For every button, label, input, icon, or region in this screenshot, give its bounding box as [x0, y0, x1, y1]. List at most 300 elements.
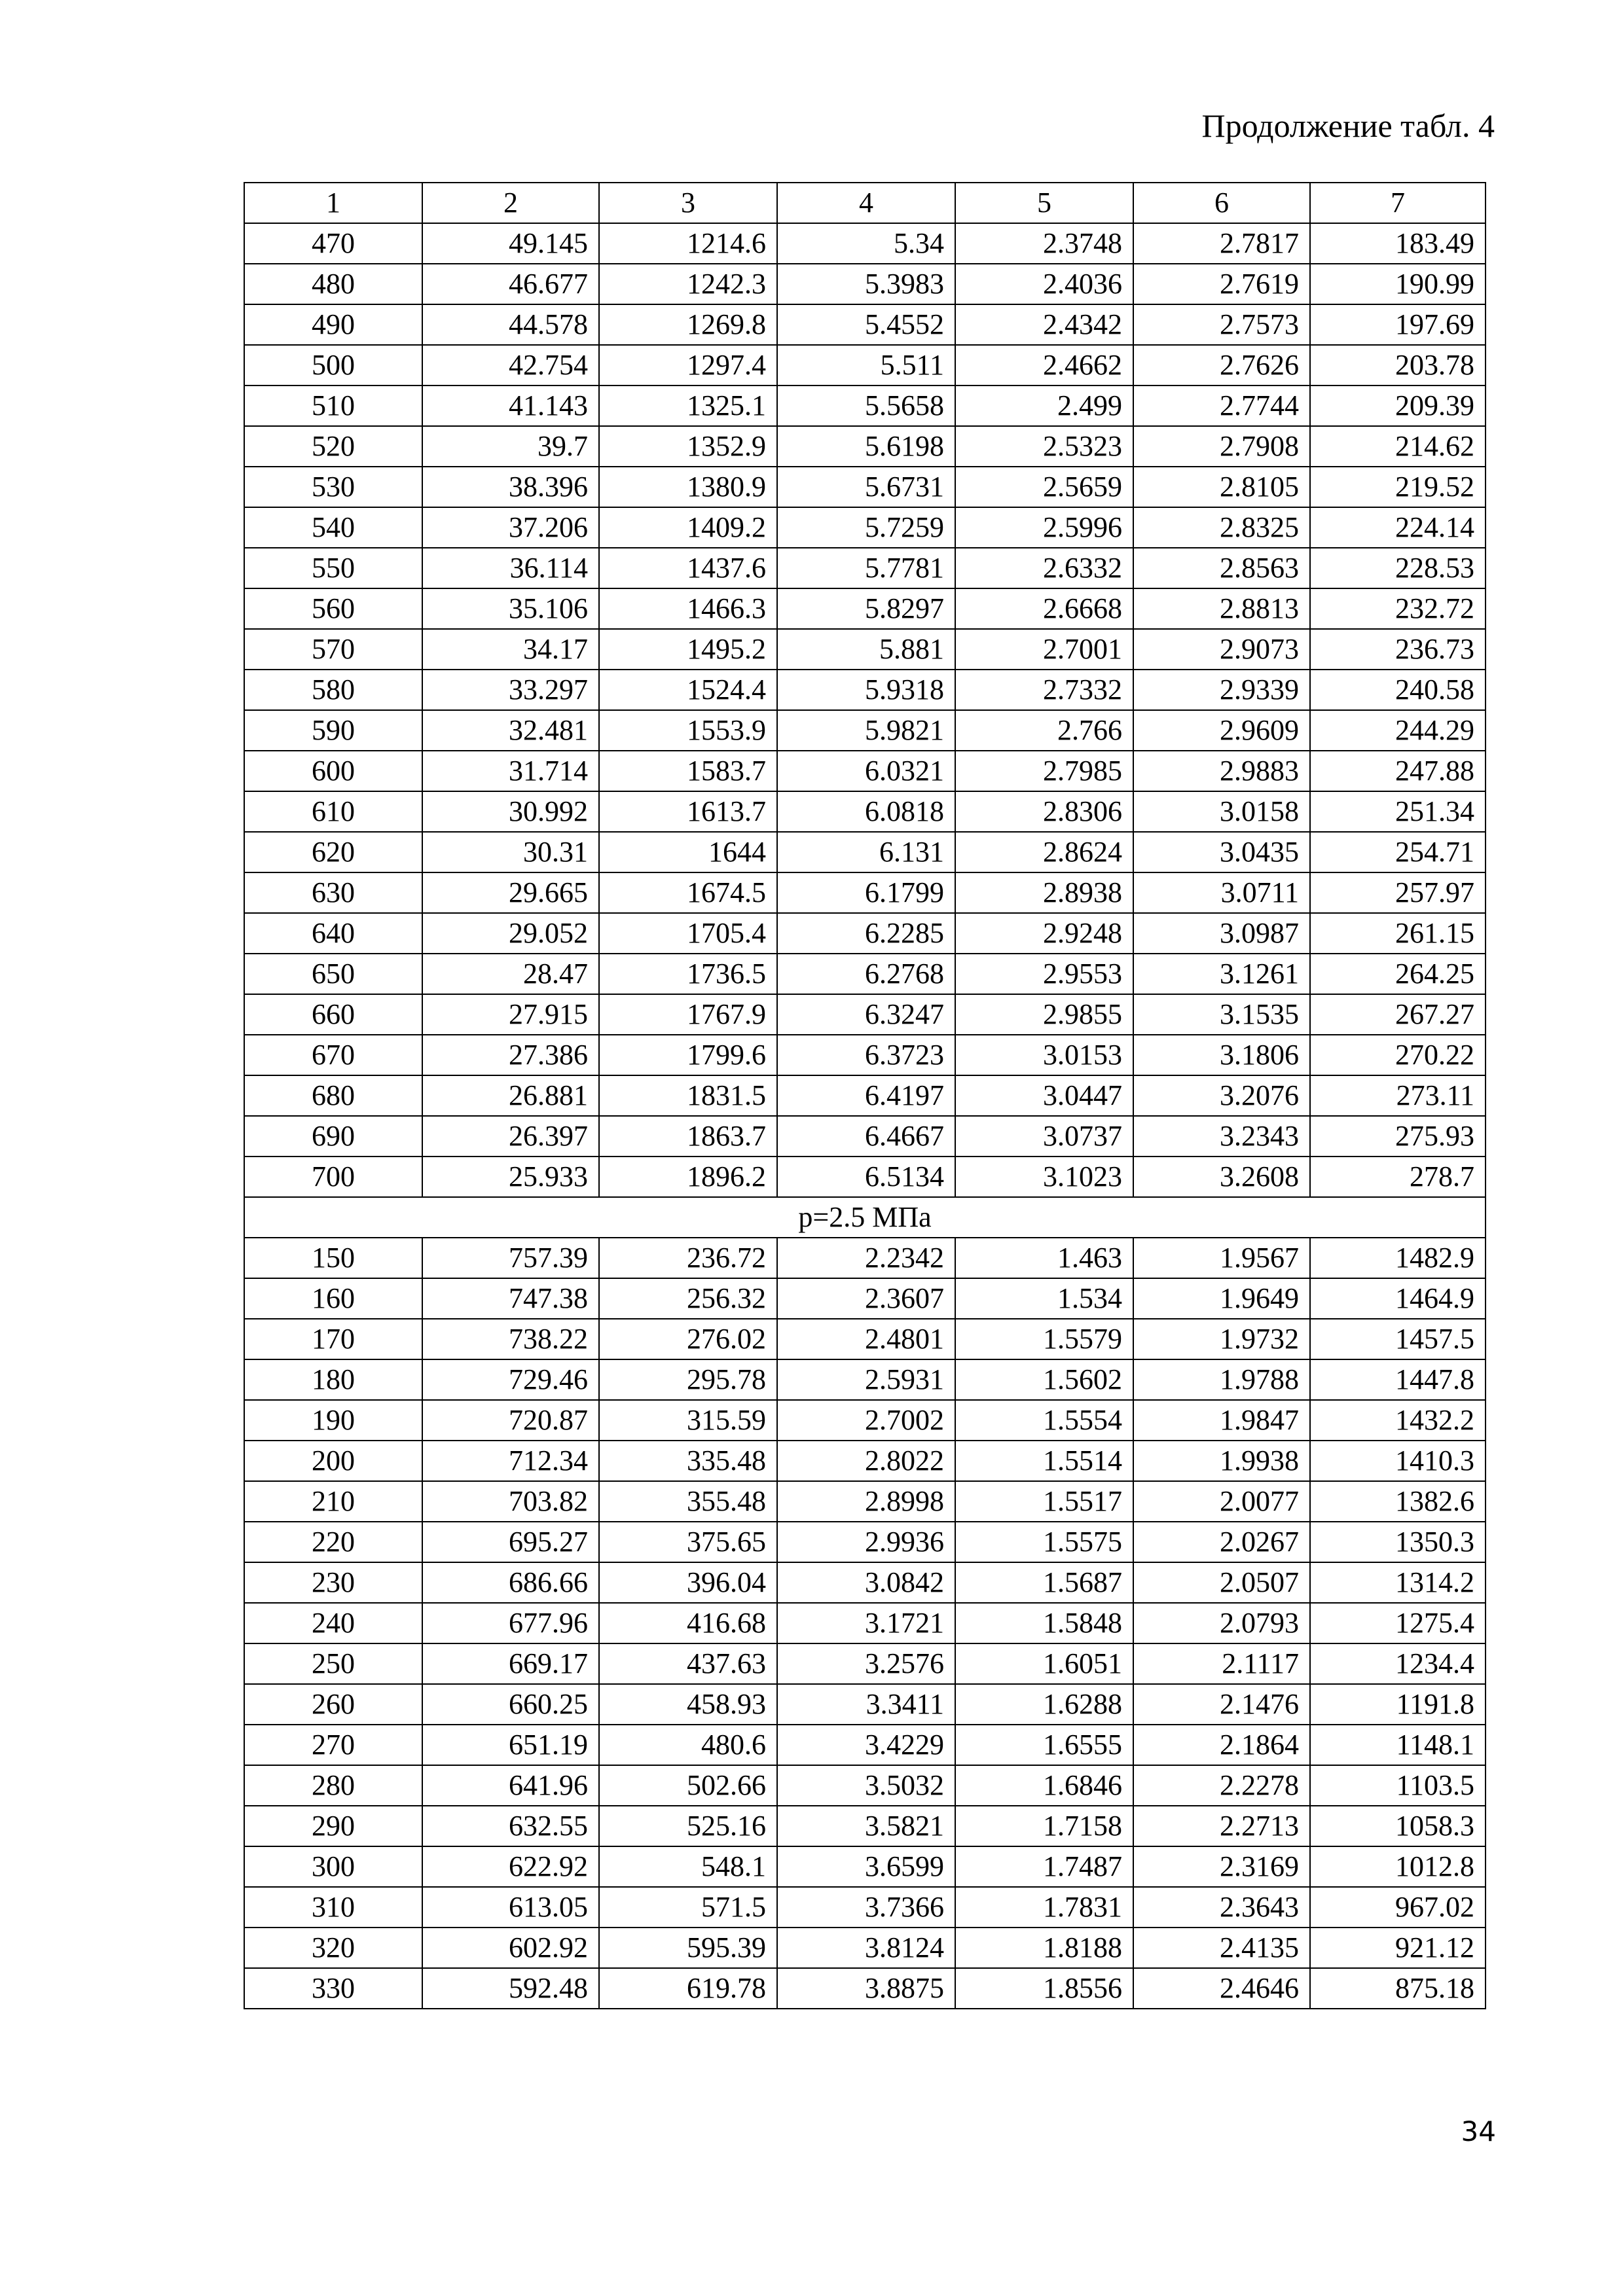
table-row [244, 223, 1486, 264]
table-cell: 2.7001 [955, 629, 1133, 670]
table-cell: 330 [244, 1968, 422, 2009]
table-cell: 197.69 [1310, 304, 1486, 345]
table-cell: 548.1 [599, 1846, 777, 1887]
table-row [244, 1400, 1486, 1441]
table-cell: 1.8188 [955, 1928, 1133, 1968]
table-cell: 232.72 [1310, 588, 1486, 629]
table-cell: 3.8875 [777, 1968, 955, 2009]
table-cell: 3.1721 [777, 1603, 955, 1643]
table-cell: 3.0842 [777, 1562, 955, 1603]
table-cell: 2.6332 [955, 548, 1133, 588]
table-cell: 2.766 [955, 710, 1133, 751]
table-cell: 570 [244, 629, 422, 670]
table-cell: 3.1261 [1133, 954, 1310, 994]
table-cell: 2.499 [955, 386, 1133, 426]
table-cell: 602.92 [422, 1928, 599, 1968]
table-cell: 2.8105 [1133, 467, 1310, 507]
table-cell: 2.8563 [1133, 548, 1310, 588]
table-cell: 290 [244, 1806, 422, 1846]
table-cell: 1234.4 [1310, 1643, 1486, 1684]
table-cell: 6.4197 [777, 1075, 955, 1116]
table-cell: 1.5848 [955, 1603, 1133, 1643]
data-table [244, 182, 1486, 2009]
table-cell: 500 [244, 345, 422, 386]
table-cell: 1.7158 [955, 1806, 1133, 1846]
table-cell: 1.6846 [955, 1765, 1133, 1806]
table-cell: 264.25 [1310, 954, 1486, 994]
table-cell: 669.17 [422, 1643, 599, 1684]
table-row [244, 588, 1486, 629]
column-header: 4 [777, 183, 955, 223]
table-cell: 1863.7 [599, 1116, 777, 1157]
table-cell: 1380.9 [599, 467, 777, 507]
table-cell: 30.992 [422, 791, 599, 832]
table-cell: 2.4646 [1133, 1968, 1310, 2009]
table-cell: 1.6555 [955, 1725, 1133, 1765]
table-cell: 2.8938 [955, 872, 1133, 913]
table-cell: 967.02 [1310, 1887, 1486, 1928]
table-cell: 236.72 [599, 1238, 777, 1278]
table-cell: 3.0153 [955, 1035, 1133, 1075]
table-cell: 1409.2 [599, 507, 777, 548]
table-cell: 29.665 [422, 872, 599, 913]
table-cell: 700 [244, 1157, 422, 1197]
table-cell: 210 [244, 1481, 422, 1522]
table-cell: 2.4135 [1133, 1928, 1310, 1968]
table-cell: 738.22 [422, 1319, 599, 1359]
table-cell: 251.34 [1310, 791, 1486, 832]
table-cell: 1242.3 [599, 264, 777, 304]
table-cell: 26.881 [422, 1075, 599, 1116]
table-cell: 660.25 [422, 1684, 599, 1725]
table-row [244, 913, 1486, 954]
table-cell: 1.9938 [1133, 1441, 1310, 1481]
column-header: 6 [1133, 183, 1310, 223]
table-cell: 26.397 [422, 1116, 599, 1157]
table-cell: 1.9847 [1133, 1400, 1310, 1441]
table-cell: 632.55 [422, 1806, 599, 1846]
table-row [244, 548, 1486, 588]
table-cell: 278.7 [1310, 1157, 1486, 1197]
table-cell: 3.0737 [955, 1116, 1133, 1157]
table-cell: 2.7332 [955, 670, 1133, 710]
table-cell: 295.78 [599, 1359, 777, 1400]
table-cell: 550 [244, 548, 422, 588]
table-cell: 3.7366 [777, 1887, 955, 1928]
table-cell: 2.8998 [777, 1481, 955, 1522]
table-cell: 1297.4 [599, 345, 777, 386]
table-cell: 25.933 [422, 1157, 599, 1197]
table-cell: 1314.2 [1310, 1562, 1486, 1603]
column-header: 1 [244, 183, 422, 223]
table-cell: 2.7985 [955, 751, 1133, 791]
table-cell: 38.396 [422, 467, 599, 507]
table-cell: 315.59 [599, 1400, 777, 1441]
table-cell: 270 [244, 1725, 422, 1765]
table-cell: 256.32 [599, 1278, 777, 1319]
table-cell: 1.5579 [955, 1319, 1133, 1359]
table-cell: 2.9855 [955, 994, 1133, 1035]
table-cell: 2.4662 [955, 345, 1133, 386]
table-cell: 375.65 [599, 1522, 777, 1562]
table-cell: 28.47 [422, 954, 599, 994]
table-cell: 3.2076 [1133, 1075, 1310, 1116]
table-cell: 2.8813 [1133, 588, 1310, 629]
table-cell: 203.78 [1310, 345, 1486, 386]
table-cell: 2.5931 [777, 1359, 955, 1400]
table-cell: 712.34 [422, 1441, 599, 1481]
table-cell: 396.04 [599, 1562, 777, 1603]
table-cell: 5.8297 [777, 588, 955, 629]
table-cell: 3.2608 [1133, 1157, 1310, 1197]
table-cell: 280 [244, 1765, 422, 1806]
column-header: 2 [422, 183, 599, 223]
table-cell: 3.1535 [1133, 994, 1310, 1035]
table-cell: 254.71 [1310, 832, 1486, 872]
table-cell: 619.78 [599, 1968, 777, 2009]
table-cell: 1.5517 [955, 1481, 1133, 1522]
table-cell: 1012.8 [1310, 1846, 1486, 1887]
table-cell: 1767.9 [599, 994, 777, 1035]
table-row [244, 426, 1486, 467]
table-cell: 690 [244, 1116, 422, 1157]
table-cell: 416.68 [599, 1603, 777, 1643]
table-cell: 267.27 [1310, 994, 1486, 1035]
table-cell: 3.0435 [1133, 832, 1310, 872]
table-cell: 610 [244, 791, 422, 832]
table-cell: 1482.9 [1310, 1238, 1486, 1278]
table-cell: 3.6599 [777, 1846, 955, 1887]
table-row [244, 386, 1486, 426]
table-cell: 1.7831 [955, 1887, 1133, 1928]
table-cell: 613.05 [422, 1887, 599, 1928]
table-cell: 1350.3 [1310, 1522, 1486, 1562]
table-cell: 2.2342 [777, 1238, 955, 1278]
table-cell: 2.0077 [1133, 1481, 1310, 1522]
table-cell: 335.48 [599, 1441, 777, 1481]
table-cell: 2.9609 [1133, 710, 1310, 751]
table-cell: 540 [244, 507, 422, 548]
table-cell: 6.3247 [777, 994, 955, 1035]
table-row [244, 872, 1486, 913]
table-cell: 1705.4 [599, 913, 777, 954]
table-row [244, 1806, 1486, 1846]
table-cell: 1.5602 [955, 1359, 1133, 1400]
table-cell: 1.5514 [955, 1441, 1133, 1481]
table-cell: 1495.2 [599, 629, 777, 670]
table-cell: 5.6198 [777, 426, 955, 467]
table-cell: 240.58 [1310, 670, 1486, 710]
table-cell: 183.49 [1310, 223, 1486, 264]
table-cell: 5.34 [777, 223, 955, 264]
table-row [244, 629, 1486, 670]
table-cell: 180 [244, 1359, 422, 1400]
table-cell: 641.96 [422, 1765, 599, 1806]
table-cell: 3.4229 [777, 1725, 955, 1765]
table-cell: 622.92 [422, 1846, 599, 1887]
table-cell: 1382.6 [1310, 1481, 1486, 1522]
table-cell: 1325.1 [599, 386, 777, 426]
table-cell: 276.02 [599, 1319, 777, 1359]
table-cell: 1613.7 [599, 791, 777, 832]
table-cell: 525.16 [599, 1806, 777, 1846]
column-header: 5 [955, 183, 1133, 223]
table-row [244, 1278, 1486, 1319]
table-cell: 250 [244, 1643, 422, 1684]
table-cell: 1103.5 [1310, 1765, 1486, 1806]
table-cell: 2.5996 [955, 507, 1133, 548]
table-cell: 190.99 [1310, 264, 1486, 304]
table-cell: 170 [244, 1319, 422, 1359]
table-row [244, 751, 1486, 791]
table-cell: 6.2285 [777, 913, 955, 954]
table-cell: 2.8306 [955, 791, 1133, 832]
table-cell: 6.2768 [777, 954, 955, 994]
table-cell: 1.9567 [1133, 1238, 1310, 1278]
table-cell: 220 [244, 1522, 422, 1562]
table-row [244, 507, 1486, 548]
table-cell: 214.62 [1310, 426, 1486, 467]
table-cell: 5.511 [777, 345, 955, 386]
table-cell: 2.0793 [1133, 1603, 1310, 1643]
table-cell: 1148.1 [1310, 1725, 1486, 1765]
table-cell: 3.0158 [1133, 791, 1310, 832]
table-cell: 1.8556 [955, 1968, 1133, 2009]
table-cell: 3.1806 [1133, 1035, 1310, 1075]
table-cell: 520 [244, 426, 422, 467]
table-cell: 921.12 [1310, 1928, 1486, 1968]
table-cell: 27.915 [422, 994, 599, 1035]
table-cell: 502.66 [599, 1765, 777, 1806]
table-cell: 2.3643 [1133, 1887, 1310, 1928]
table-row [244, 467, 1486, 507]
section-pressure-label: p=2.5 МПа [244, 1197, 1486, 1238]
column-header: 3 [599, 183, 777, 223]
table-row [244, 1928, 1486, 1968]
table-cell: 1553.9 [599, 710, 777, 751]
table-row [244, 1684, 1486, 1725]
table-row [244, 1157, 1486, 1197]
table-cell: 36.114 [422, 548, 599, 588]
table-cell: 720.87 [422, 1400, 599, 1441]
table-cell: 160 [244, 1278, 422, 1319]
table-row [244, 1968, 1486, 2009]
table-cell: 2.6668 [955, 588, 1133, 629]
table-cell: 1.5575 [955, 1522, 1133, 1562]
table-cell: 5.881 [777, 629, 955, 670]
table-row [244, 1116, 1486, 1157]
table-cell: 630 [244, 872, 422, 913]
table-cell: 651.19 [422, 1725, 599, 1765]
table-cell: 5.9318 [777, 670, 955, 710]
table-cell: 2.7908 [1133, 426, 1310, 467]
table-cell: 6.3723 [777, 1035, 955, 1075]
table-cell: 240 [244, 1603, 422, 1643]
table-cell: 560 [244, 588, 422, 629]
table-cell: 3.8124 [777, 1928, 955, 1968]
table-cell: 2.3748 [955, 223, 1133, 264]
table-cell: 35.106 [422, 588, 599, 629]
table-row [244, 710, 1486, 751]
table-cell: 510 [244, 386, 422, 426]
table-cell: 592.48 [422, 1968, 599, 2009]
table-row [244, 1238, 1486, 1278]
table-cell: 6.4667 [777, 1116, 955, 1157]
table-cell: 1466.3 [599, 588, 777, 629]
table-row [244, 1359, 1486, 1400]
table-row [244, 1725, 1486, 1765]
table-cell: 2.5659 [955, 467, 1133, 507]
table-cell: 1.6051 [955, 1643, 1133, 1684]
table-cell: 219.52 [1310, 467, 1486, 507]
table-row [244, 1522, 1486, 1562]
table-cell: 1.5687 [955, 1562, 1133, 1603]
table-cell: 2.1864 [1133, 1725, 1310, 1765]
table-cell: 224.14 [1310, 507, 1486, 548]
table-cell: 1457.5 [1310, 1319, 1486, 1359]
table-cell: 1432.2 [1310, 1400, 1486, 1441]
table-cell: 2.4342 [955, 304, 1133, 345]
table-cell: 5.7781 [777, 548, 955, 588]
table-cell: 5.3983 [777, 264, 955, 304]
table-cell: 1674.5 [599, 872, 777, 913]
table-header-row [244, 183, 1486, 223]
table-cell: 2.7573 [1133, 304, 1310, 345]
table-cell: 42.754 [422, 345, 599, 386]
table-cell: 150 [244, 1238, 422, 1278]
table-cell: 1464.9 [1310, 1278, 1486, 1319]
table-cell: 1.463 [955, 1238, 1133, 1278]
table-cell: 236.73 [1310, 629, 1486, 670]
table-row [244, 1846, 1486, 1887]
table-cell: 41.143 [422, 386, 599, 426]
table-cell: 6.1799 [777, 872, 955, 913]
table-cell: 437.63 [599, 1643, 777, 1684]
table-row [244, 832, 1486, 872]
table-cell: 2.9883 [1133, 751, 1310, 791]
table-cell: 490 [244, 304, 422, 345]
table-cell: 6.131 [777, 832, 955, 872]
table-cell: 590 [244, 710, 422, 751]
table-cell: 1447.8 [1310, 1359, 1486, 1400]
table-cell: 757.39 [422, 1238, 599, 1278]
table-cell: 275.93 [1310, 1116, 1486, 1157]
table-row [244, 1603, 1486, 1643]
table-cell: 470 [244, 223, 422, 264]
table-cell: 729.46 [422, 1359, 599, 1400]
table-cell: 37.206 [422, 507, 599, 548]
table-cell: 190 [244, 1400, 422, 1441]
table-cell: 640 [244, 913, 422, 954]
table-cell: 1352.9 [599, 426, 777, 467]
table-cell: 1524.4 [599, 670, 777, 710]
table-cell: 2.8022 [777, 1441, 955, 1481]
table-cell: 458.93 [599, 1684, 777, 1725]
table-cell: 5.4552 [777, 304, 955, 345]
table-cell: 260 [244, 1684, 422, 1725]
table-cell: 32.481 [422, 710, 599, 751]
table-cell: 600 [244, 751, 422, 791]
table-row [244, 1481, 1486, 1522]
table-cell: 2.7619 [1133, 264, 1310, 304]
table-cell: 34.17 [422, 629, 599, 670]
table-cell: 46.677 [422, 264, 599, 304]
table-cell: 1799.6 [599, 1035, 777, 1075]
table-cell: 5.5658 [777, 386, 955, 426]
table-cell: 228.53 [1310, 548, 1486, 588]
table-cell: 2.2278 [1133, 1765, 1310, 1806]
table-cell: 480.6 [599, 1725, 777, 1765]
table-cell: 257.97 [1310, 872, 1486, 913]
table-cell: 571.5 [599, 1887, 777, 1928]
table-cell: 1583.7 [599, 751, 777, 791]
table-cell: 680 [244, 1075, 422, 1116]
table-cell: 1644 [599, 832, 777, 872]
table-cell: 1275.4 [1310, 1603, 1486, 1643]
table-cell: 2.2713 [1133, 1806, 1310, 1846]
table-cell: 270.22 [1310, 1035, 1486, 1075]
data-table-body [244, 183, 1486, 2009]
table-cell: 5.7259 [777, 507, 955, 548]
table-cell: 355.48 [599, 1481, 777, 1522]
section-row [244, 1197, 1486, 1238]
table-cell: 686.66 [422, 1562, 599, 1603]
table-cell: 2.7626 [1133, 345, 1310, 386]
table-cell: 650 [244, 954, 422, 994]
table-cell: 49.145 [422, 223, 599, 264]
table-continuation-caption: Продолжение табл. 4 [1201, 107, 1495, 144]
table-cell: 875.18 [1310, 1968, 1486, 2009]
page-number: 34 [1461, 2115, 1496, 2147]
table-row [244, 791, 1486, 832]
table-cell: 6.0321 [777, 751, 955, 791]
table-cell: 1.9788 [1133, 1359, 1310, 1400]
table-cell: 273.11 [1310, 1075, 1486, 1116]
table-cell: 247.88 [1310, 751, 1486, 791]
table-cell: 2.0267 [1133, 1522, 1310, 1562]
table-cell: 1736.5 [599, 954, 777, 994]
table-cell: 695.27 [422, 1522, 599, 1562]
table-cell: 2.7744 [1133, 386, 1310, 426]
table-cell: 2.3169 [1133, 1846, 1310, 1887]
table-cell: 1.6288 [955, 1684, 1133, 1725]
table-cell: 3.0711 [1133, 872, 1310, 913]
table-cell: 1.9649 [1133, 1278, 1310, 1319]
table-cell: 320 [244, 1928, 422, 1968]
table-cell: 2.0507 [1133, 1562, 1310, 1603]
table-cell: 33.297 [422, 670, 599, 710]
table-row [244, 670, 1486, 710]
table-cell: 5.6731 [777, 467, 955, 507]
table-cell: 3.1023 [955, 1157, 1133, 1197]
table-cell: 5.9821 [777, 710, 955, 751]
table-cell: 1058.3 [1310, 1806, 1486, 1846]
table-cell: 244.29 [1310, 710, 1486, 751]
table-cell: 747.38 [422, 1278, 599, 1319]
table-cell: 2.3607 [777, 1278, 955, 1319]
table-row [244, 1887, 1486, 1928]
table-row [244, 1319, 1486, 1359]
table-cell: 2.1476 [1133, 1684, 1310, 1725]
table-cell: 2.8624 [955, 832, 1133, 872]
table-cell: 2.9936 [777, 1522, 955, 1562]
table-cell: 2.9553 [955, 954, 1133, 994]
table-cell: 1269.8 [599, 304, 777, 345]
table-cell: 2.8325 [1133, 507, 1310, 548]
table-cell: 3.5032 [777, 1765, 955, 1806]
table-cell: 2.5323 [955, 426, 1133, 467]
table-cell: 6.0818 [777, 791, 955, 832]
